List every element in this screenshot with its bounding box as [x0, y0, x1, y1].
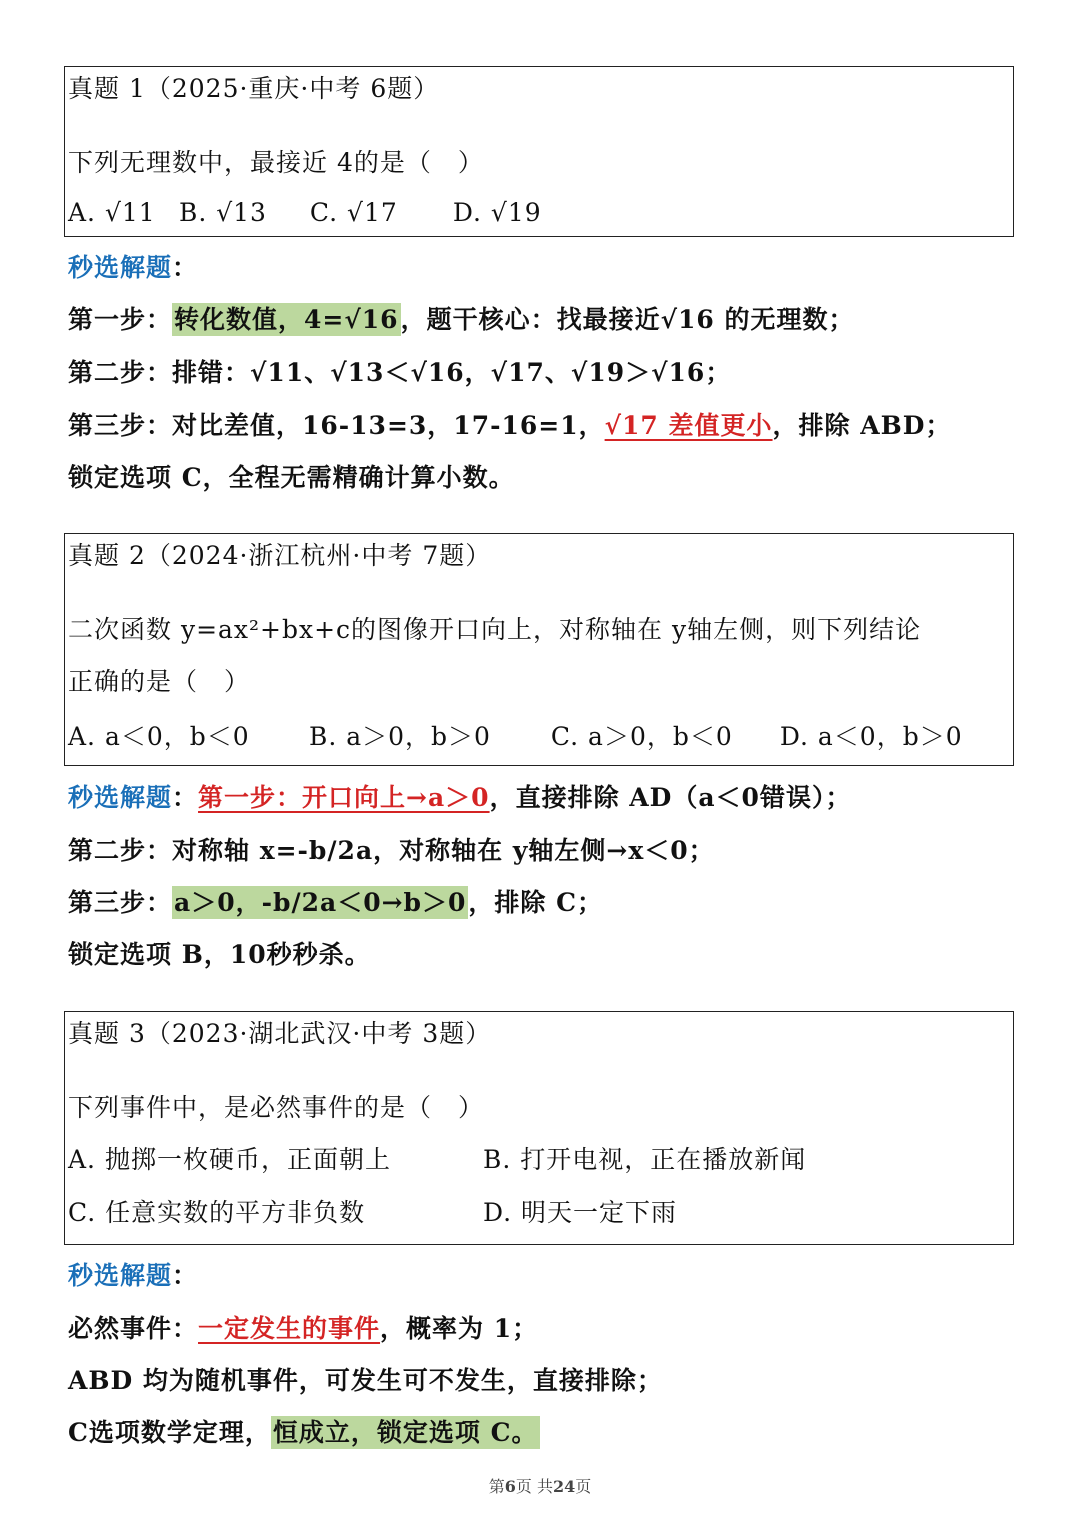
question-3-stem: 下列事件中，是必然事件的是（ ）: [68, 1093, 485, 1122]
option-a: A. √11: [68, 198, 156, 227]
option-c: C. √17: [309, 198, 398, 227]
question-2-stem-line-1: 二次函数 y=ax²+bx+c的图像开口向上，对称轴在 y轴左侧，则下列结论: [68, 615, 922, 644]
solution-2-step-1: 秒选解题：第一步：开口向上→a＞0，直接排除 AD（a＜0错误）；: [68, 783, 852, 812]
solution-3-line-2: ABD 均为随机事件，可发生可不发生，直接排除；: [68, 1366, 663, 1395]
solution-label: 秒选解题: [68, 253, 173, 282]
option-d: D. 明天一定下雨: [482, 1198, 678, 1227]
question-3-title: 真题 3（2023·湖北武汉·中考 3题）: [68, 1019, 492, 1048]
highlight: 恒成立，锁定选项 C。: [272, 1418, 538, 1447]
question-1-stem: 下列无理数中，最接近 4的是（ ）: [68, 148, 484, 177]
option-b: B. 打开电视，正在播放新闻: [482, 1145, 807, 1174]
option-c: C. 任意实数的平方非负数: [68, 1198, 366, 1227]
option-d: D. a＜0，b＞0: [779, 722, 963, 751]
highlight: a＞0，-b/2a＜0→b＞0: [174, 888, 467, 917]
question-3-options-row-1: [68, 1142, 806, 1178]
option-c: C. a＞0，b＜0: [550, 722, 733, 751]
solution-1-step-1: 第一步：转化数值，4=√16，题干核心：找最接近√16 的无理数；: [68, 305, 855, 334]
solution-label: 秒选解题: [68, 1261, 173, 1290]
question-2-options: [68, 719, 963, 755]
option-a: A. a＜0，b＜0: [68, 722, 250, 751]
solution-1-lock: 锁定选项 C，全程无需精确计算小数。: [68, 463, 515, 492]
question-2-title: 真题 2（2024·浙江杭州·中考 7题）: [68, 541, 492, 570]
question-3-options-row-2: [68, 1195, 677, 1231]
option-b: B. √13: [178, 198, 267, 227]
solution-2-step-2: 第二步：对称轴 x=-b/2a，对称轴在 y轴左侧→x＜0；: [68, 836, 715, 865]
answer: 选项 B: [120, 940, 204, 969]
question-2-box: [64, 533, 1014, 766]
question-1-box: [64, 66, 1014, 237]
red-underline-note: 第一步：开口向上→a＞0: [198, 783, 490, 812]
solution-3-line-1: 必然事件：一定发生的事件，概率为 1；: [68, 1314, 539, 1343]
solution-3-heading: 秒选解题：: [68, 1261, 199, 1290]
question-3-box: [64, 1011, 1014, 1245]
solution-1-step-2: 第二步：排错：√11、√13＜√16，√17、√19＞√16；: [68, 358, 732, 387]
solution-1-heading: 秒选解题：: [68, 253, 199, 282]
solution-label: 秒选解题: [68, 783, 173, 812]
page-number: 6: [504, 1477, 516, 1496]
solution-1-step-3: 第三步：对比差值，16-13=3，17-16=1，√17 差值更小，排除 ABD；: [68, 411, 952, 440]
answer: 选项 C: [120, 463, 203, 492]
red-underline-note: 一定发生的事件: [198, 1314, 381, 1343]
page-footer: 第6页 共24页: [488, 1477, 592, 1496]
question-1-options: [68, 195, 542, 231]
solution-3-line-3: C选项数学定理，恒成立，锁定选项 C。: [68, 1418, 538, 1447]
highlight: 转化数值，4=√16: [174, 305, 399, 334]
option-d: D. √19: [452, 198, 542, 227]
option-b: B. a＞0，b＞0: [308, 722, 491, 751]
solution-2-step-3: 第三步：a＞0，-b/2a＜0→b＞0，排除 C；: [68, 888, 604, 917]
option-a: A. 抛掷一枚硬币，正面朝上: [68, 1145, 391, 1174]
page-total: 24: [552, 1477, 576, 1496]
red-underline-note: √17 差值更小: [604, 411, 773, 440]
question-2-stem-line-2: 正确的是（ ）: [68, 667, 251, 696]
solution-2-lock: 锁定选项 B，10秒秒杀。: [68, 940, 371, 969]
question-1-title: 真题 1（2025·重庆·中考 6题）: [68, 74, 440, 103]
